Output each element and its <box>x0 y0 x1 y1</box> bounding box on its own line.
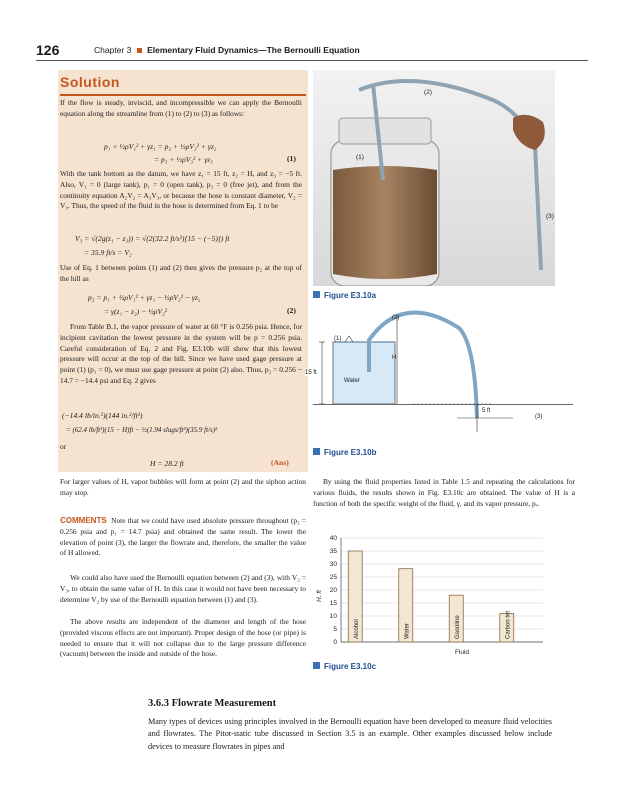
section-body: Many types of devices using principles involved in the Bernoulli equation have been developed to measure fluid velocities and flowrates. The Pitot-static tube discussed in Section 3.5 is an example. Other examples discussed below include devices to measure flowrates in pipes and <box>148 717 552 751</box>
x-axis-label: Fluid <box>454 649 470 656</box>
category-label: Water <box>404 623 411 639</box>
category-label: Carbon tet <box>505 610 512 639</box>
solution-para-3: Use of Eq. 1 between points (1) and (2) then gives the pressure p₂ at the top of the hill as <box>60 263 302 283</box>
running-header <box>94 45 360 55</box>
chapter-label: Chapter 3 <box>94 45 132 55</box>
comments-block <box>60 516 306 559</box>
equation-1-number: (1) <box>287 154 296 163</box>
solution-rule <box>60 94 306 96</box>
comments-text: Note that we could have used absolute pressure throughout (p₂ = 0.256 psia and p₁ = 14.7 psia) and obtained the same result. The lower the elevation of point (3), the larger the flowrate and, therefore, the smaller the value of H allowed. <box>60 516 306 558</box>
y-tick-label: 20 <box>329 587 337 594</box>
section-heading: 3.6.3 Flowrate Measurement <box>148 698 277 709</box>
y-tick-label: 0 <box>333 639 337 646</box>
figure-e3-10a-caption: Figure E3.10a <box>313 291 376 300</box>
caption-square-icon <box>313 448 320 455</box>
right-para-8: By using the fluid properties listed in Table 1.5 and repeating the calculations for various fluids, the results shown in Fig. E3.10c are obtained. The value of H is a function of both the specific weight of the fluid, γ, and its vapor pressure, pᵥ. <box>313 477 575 508</box>
fig-a-label-1: (1) <box>356 154 364 161</box>
equation-1a: p₁ + ½ρV₁² + γz₁ = p₂ + ½ρV₂² + γz₂ <box>104 142 217 151</box>
equation-2a: V₃ = √(2g(z₁ − z₃)) = √(2(32.2 ft/s²)[15 − (−5)]) ft <box>75 234 230 243</box>
y-tick-label: 35 <box>329 548 337 555</box>
equation-4a: (−14.4 lb/in.²)(144 in.²/ft²) <box>62 411 143 420</box>
header-square-icon <box>137 48 142 53</box>
fig-b-height-H: H <box>392 355 397 361</box>
equation-5: H = 28.2 ft <box>150 459 184 468</box>
answer-label: (Ans) <box>271 458 289 467</box>
y-tick-label: 25 <box>329 574 337 581</box>
equation-3a: p₂ = p₁ + ½ρV₁² + γz₁ − ½ρV₂² − γz₂ <box>88 293 201 302</box>
left-para-6: We could also have used the Bernoulli equation between (2) and (3), with V₂ = V₃, to obtain the same value of H. In this case it would not have been necessary to determine V₂ by use of the Bernoulli equation between (1) and (3). <box>60 573 306 604</box>
header-rule <box>36 60 588 61</box>
figure-e3-10b-caption: Figure E3.10b <box>313 448 376 457</box>
solution-para-2: With the tank bottom as the datum, we have z₁ = 15 ft, z₂ = H, and z₃ = −5 ft. Also, V₁ = 0 (large tank), p₁ = 0 (open tank), p₃ = 0 (free jet), and from the continuity equation A₂V₂ = A₃V₃, or because the hose is constant diameter, V₂ = V₃. Thus, the speed of the fluid in the hose is determined from Eq. 1 to be <box>60 169 302 211</box>
equation-1b: = p₃ + ½ρV₃² + γz₃ <box>154 155 213 164</box>
fig-b-label-2: (2) <box>392 315 400 321</box>
equation-3b: = γ(z₁ − z₂) − ½ρV₂² <box>104 307 168 316</box>
fig-b-label-3: (3) <box>535 414 543 420</box>
figure-e3-10c-chart <box>313 530 575 660</box>
y-tick-label: 15 <box>329 600 337 607</box>
figure-e3-10a-photo <box>313 70 555 286</box>
equation-4b: = (62.4 lb/ft³)(15 − H)ft − ½(1.94 slugs/ft³)(35.9 ft/s)² <box>66 426 218 434</box>
y-tick-label: 40 <box>329 535 337 542</box>
or-label: or <box>60 442 67 451</box>
caption-square-icon <box>313 291 320 298</box>
equation-2b: = 35.9 ft/s = V₂ <box>84 248 132 257</box>
page-number: 126 <box>36 42 60 58</box>
category-label: Gasoline <box>454 615 461 639</box>
figure-e3-10b-diagram <box>313 306 573 442</box>
fig-b-drop-5ft: 5 ft <box>482 408 491 414</box>
fig-b-label-1: (1) <box>334 336 342 342</box>
fig-a-label-3: (3) <box>546 213 554 220</box>
y-tick-label: 30 <box>329 561 337 568</box>
y-tick-label: 10 <box>329 613 337 620</box>
comments-heading: COMMENTS <box>60 516 107 525</box>
caption-square-icon <box>313 662 320 669</box>
figure-e3-10c-caption: Figure E3.10c <box>313 662 376 671</box>
fig-a-label-2: (2) <box>424 89 432 96</box>
solution-para-1: If the flow is steady, inviscid, and incompressible we can apply the Bernoulli equation along the streamline from (1) to (2) to (3) as follows: <box>60 98 302 118</box>
fig-b-water-label: Water <box>344 378 360 384</box>
y-axis-label: H, ft <box>316 590 323 602</box>
fig-b-height-15ft: 15 ft <box>305 370 317 376</box>
chapter-title: Elementary Fluid Dynamics—The Bernoulli Equation <box>147 45 360 55</box>
y-tick-label: 5 <box>333 626 337 633</box>
left-para-7: The above results are independent of the diameter and length of the hose (provided viscous effects are not important). Proper design of the hose (or pipe) is needed to ensure that it will not collapse due to the large pressure difference (vacuum) between the inside and outside of the hose. <box>60 617 306 659</box>
left-para-5: For larger values of H, vapor bubbles will form at point (2) and the siphon action may stop. <box>60 477 306 497</box>
category-label: Alcohol <box>353 619 360 639</box>
equation-3-number: (2) <box>287 306 296 315</box>
solution-para-4: From Table B.1, the vapor pressure of water at 60 °F is 0.256 psia. Hence, for incipient cavitation the lowest pressure in the system will be p = 0.256 psia. Careful consideration of Eq. 2 and Fig. E3.10b will show that this lowest pressure will occur at the top of the hill. Since we have used gage pressure at point (1) (p₁ = 0), we must use gage pressure at point (2) also. Thus, p₂ = 0.256 − 14.7 = −14.4 psi and Eq. 2 gives <box>60 322 302 385</box>
solution-heading: Solution <box>60 74 120 90</box>
